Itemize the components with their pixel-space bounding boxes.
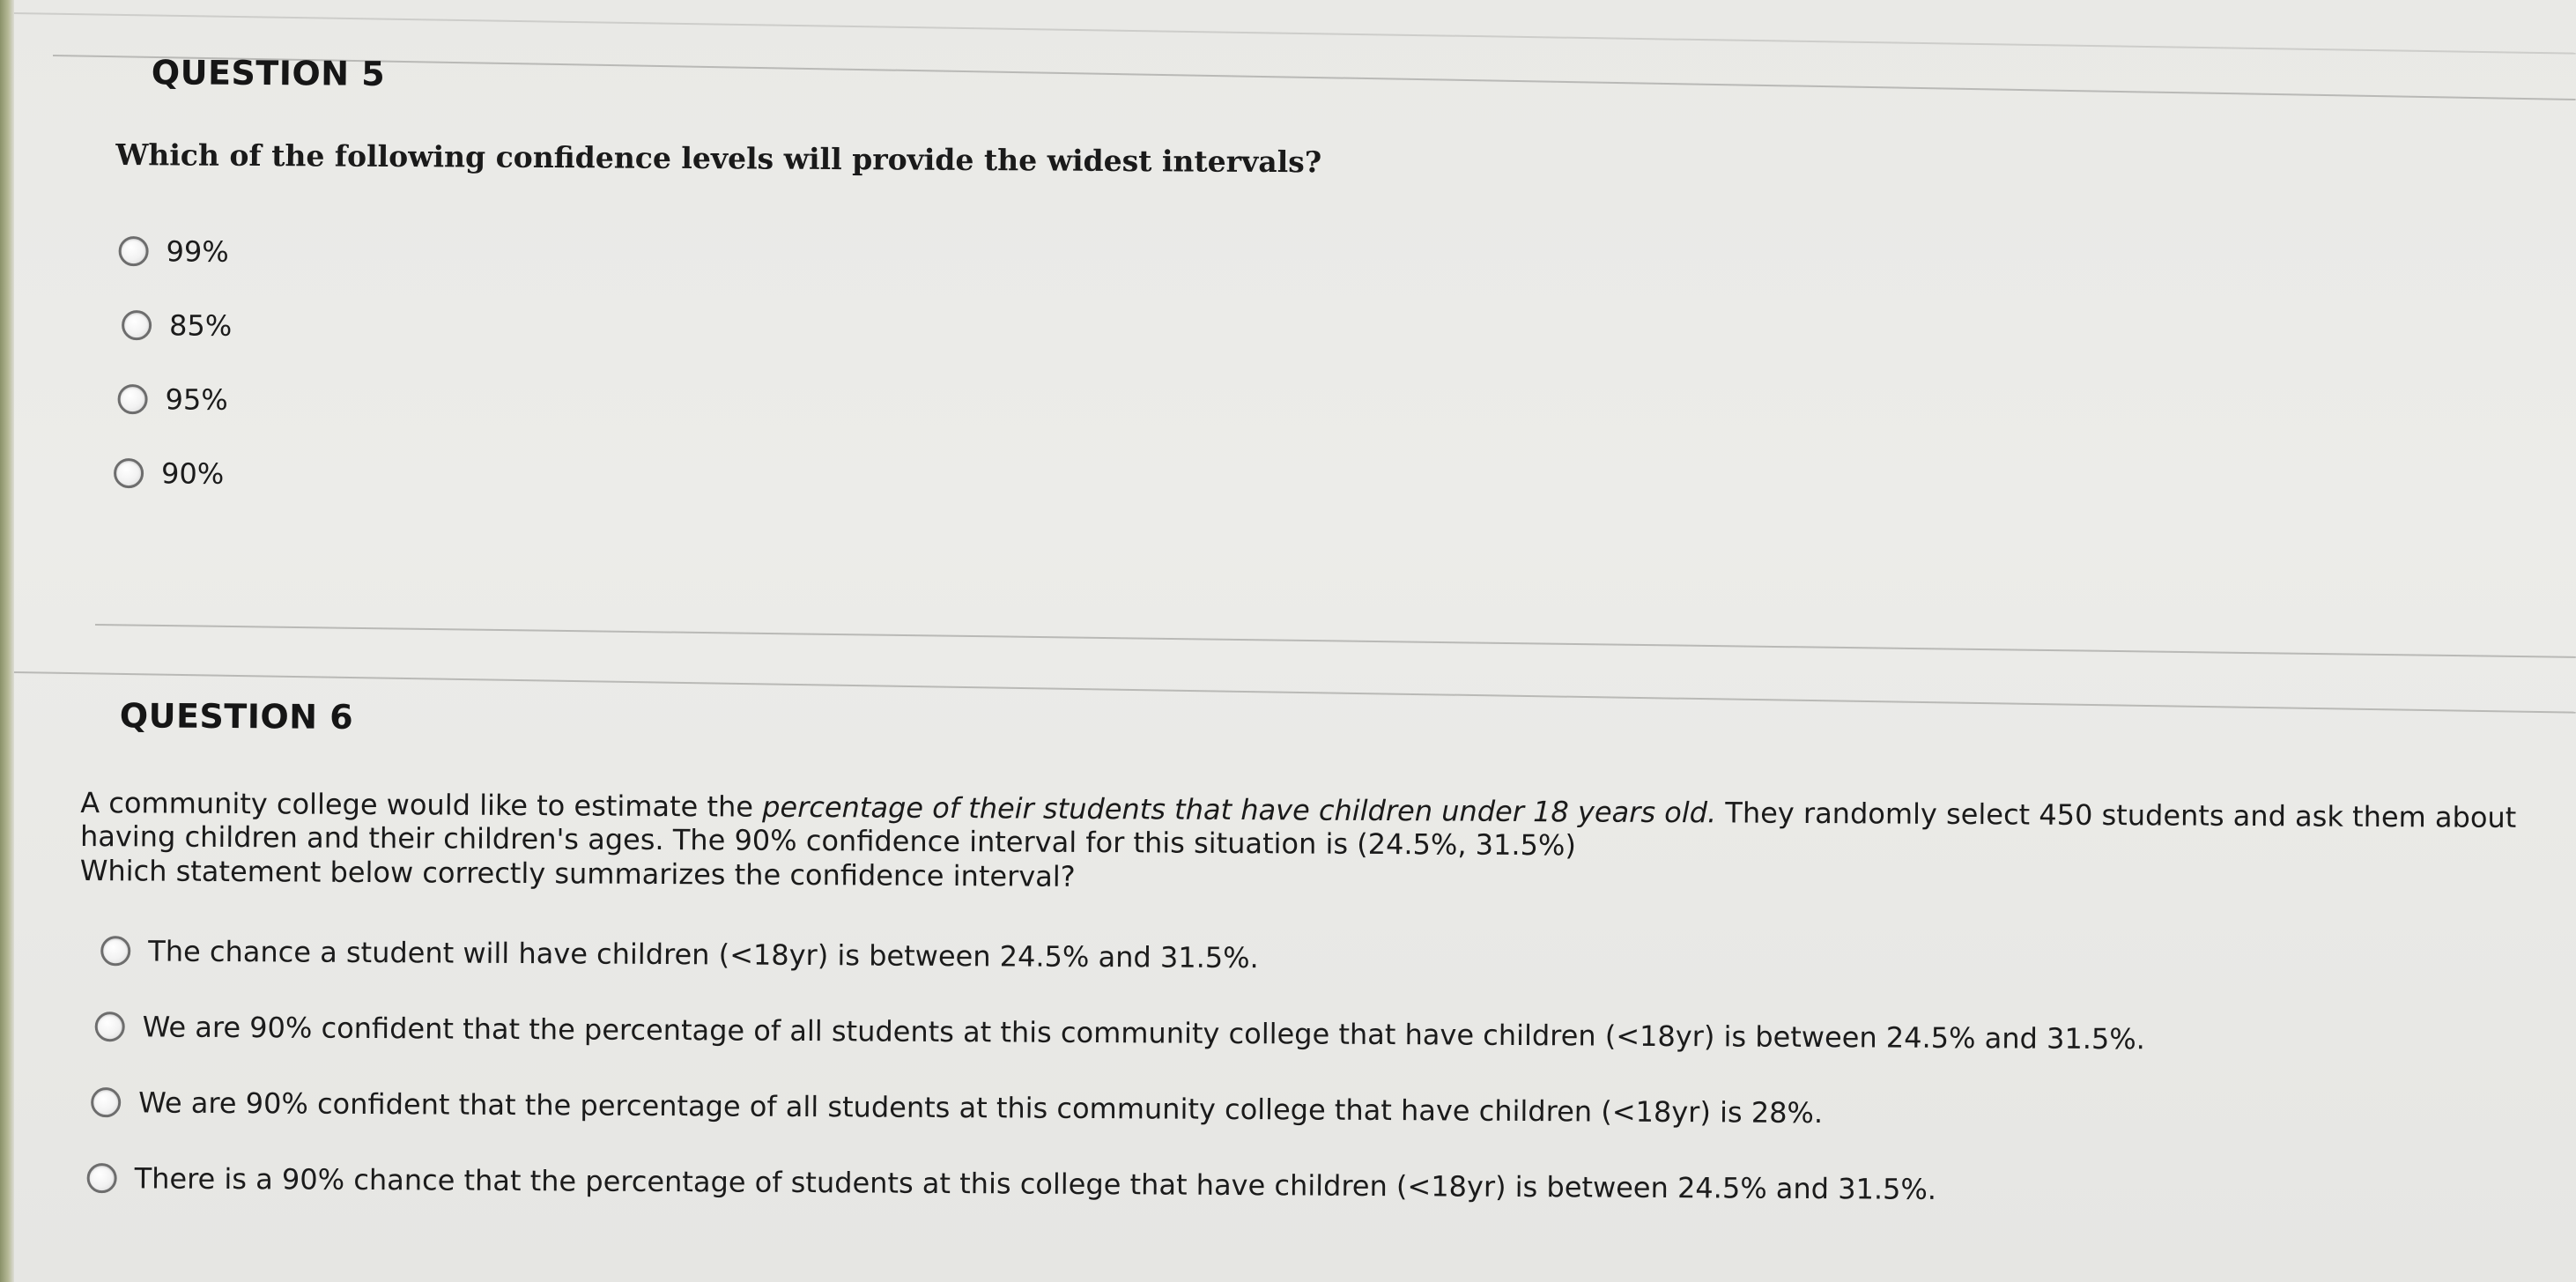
option-label: 95% [165, 382, 228, 417]
option-90-chance[interactable] [86, 1140, 2535, 1231]
option-chance-student[interactable] [100, 913, 2537, 1004]
prompt-text-end: They randomly select 450 students and ask them about having children and their children's ages. The 90% confidence interval for this situation is (24.5%, 31.5%) [79, 796, 2517, 863]
top-divider [14, 12, 2576, 55]
option-label: There is a 90% chance that the percentage of students at this college that have children (<18yr) is between 24.5% and 31.5%. [134, 1161, 1937, 1206]
option-85[interactable] [122, 288, 1321, 369]
option-label: We are 90% confident that the percentage of all students at this community college that have children (<18yr) is between 24.5% and 31.5%. [142, 1010, 2145, 1056]
question-6-options [90, 913, 2537, 1231]
radio-button[interactable] [114, 458, 144, 488]
option-label: 85% [168, 308, 233, 343]
question-5-options [117, 214, 1321, 517]
radio-button[interactable] [95, 1012, 125, 1041]
option-label: We are 90% confident that the percentage of all students at this community college that have children (<18yr) is 28%. [138, 1086, 1824, 1130]
question-6 [78, 696, 2539, 1231]
option-label: 90% [160, 456, 225, 491]
question-separator [95, 624, 2576, 658]
radio-button[interactable] [119, 236, 149, 266]
question-6-instruction: Which statement below correctly summarizes the confidence interval? [79, 853, 1076, 893]
question-5-prompt: Which of the following confidence levels will provide the widest intervals? [115, 137, 1322, 180]
option-confident-28[interactable] [91, 1064, 2536, 1155]
radio-button[interactable] [117, 384, 147, 414]
question-5-heading: QUESTION 5 [151, 53, 386, 93]
option-95[interactable] [117, 362, 1320, 443]
option-99[interactable] [118, 214, 1321, 295]
option-90[interactable] [114, 436, 1320, 517]
radio-button[interactable] [122, 310, 152, 340]
prompt-text-start: A community college would like to estimate the [80, 785, 763, 824]
question-6-heading: QUESTION 6 [119, 696, 354, 737]
question-5 [114, 53, 1322, 517]
radio-button[interactable] [87, 1163, 117, 1193]
option-label: The chance a student will have children (<18yr) is between 24.5% and 31.5%. [148, 934, 1259, 975]
option-confident-between[interactable] [94, 989, 2536, 1079]
photo-edge [0, 0, 14, 1282]
radio-button[interactable] [100, 936, 130, 966]
prompt-italic-text: percentage of their students that have children under 18 years old. [762, 789, 1717, 830]
option-label: 99% [166, 234, 229, 269]
radio-button[interactable] [91, 1087, 121, 1117]
